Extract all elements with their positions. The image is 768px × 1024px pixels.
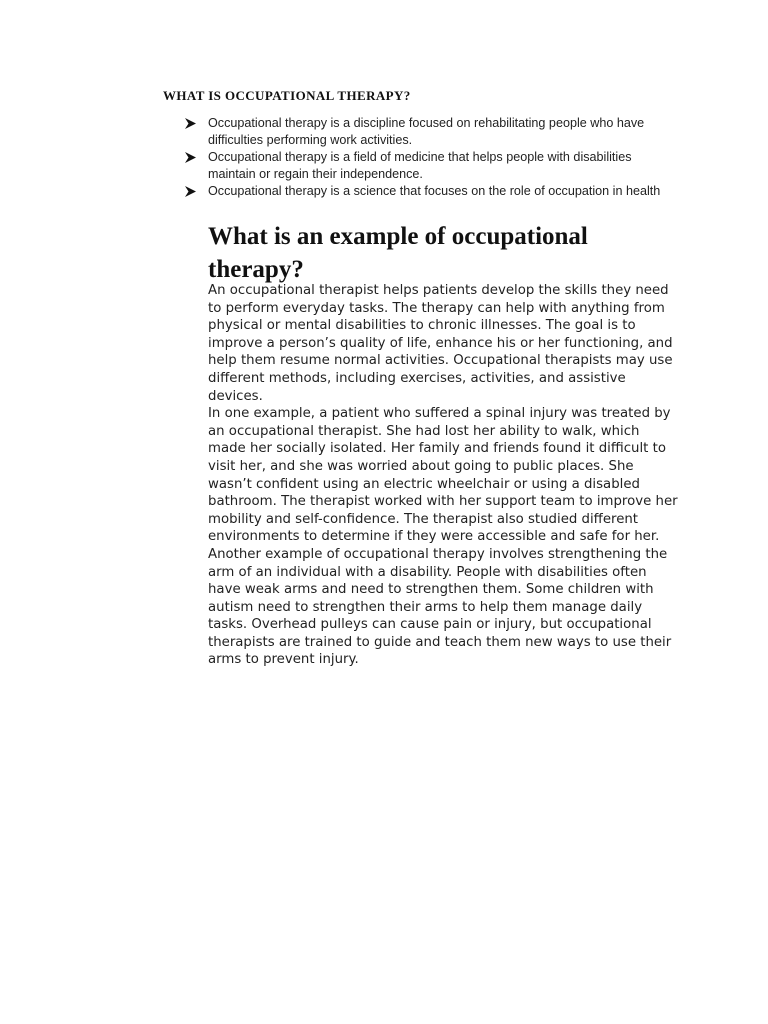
- body-text: [208, 282, 678, 669]
- bullet-item: [185, 149, 675, 183]
- arrow-bullet-icon: [185, 186, 196, 197]
- arrow-bullet-icon: [185, 118, 196, 129]
- bullet-item: [185, 183, 675, 200]
- bullet-text: Occupational therapy is a discipline focused on rehabilitating people who have difficulties performing work activities.: [208, 116, 645, 147]
- arrow-bullet-icon: [185, 152, 196, 163]
- bullet-text: Occupational therapy is a field of medicine that helps people with disabilities maintain or regain their independence.: [208, 150, 632, 181]
- bullet-item: [185, 115, 675, 149]
- main-heading: WHAT IS OCCUPATIONAL THERAPY?: [163, 88, 411, 103]
- bullet-list: [185, 115, 675, 200]
- paragraph: Another example of occupational therapy involves strengthening the arm of an individual with a disability. People with disabilities often have weak arms and need to strengthen them. Some children with autism need to strengthen their arms to help them manage daily tasks. Overhead pulleys can cause pain or injury, but occupational therapists are trained to guide and teach them new ways to use their arms to prevent injury.: [208, 546, 672, 668]
- paragraph: In one example, a patient who suffered a spinal injury was treated by an occupational therapist. She had lost her ability to walk, which made her socially isolated. Her family and friends found it difficult to visit her, and she was worried about going to public places. She wasn’t confident using an electric wheelchair or using a disabled bathroom. The therapist worked with her support team to improve her mobility and self-confidence. The therapist also studied different environments to determine if they were accessible and safe for her.: [208, 406, 678, 545]
- paragraph: An occupational therapist helps patients develop the skills they need to perform everyday tasks. The therapy can help with anything from physical or mental disabilities to chronic illnesses. The goal is to improve a person’s quality of life, enhance his or her functioning, and help them resume normal activities. Occupational therapists may use different methods, including exercises, activities, and assistive devices.: [208, 283, 673, 404]
- bullet-text: Occupational therapy is a science that focuses on the role of occupation in health: [208, 184, 661, 198]
- section-heading: What is an example of occupational therapy?: [208, 223, 588, 283]
